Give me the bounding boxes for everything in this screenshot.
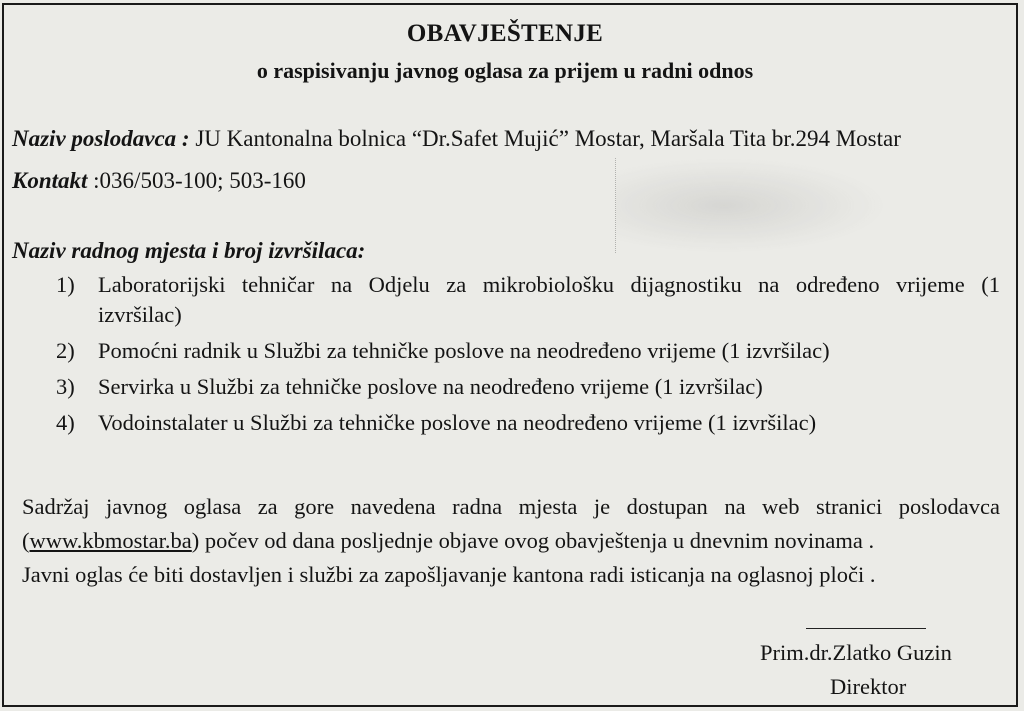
list-item-number: 1) (56, 272, 75, 297)
contact-row (12, 168, 306, 194)
positions-list (0, 270, 1010, 444)
signatory-title: Direktor (830, 674, 907, 699)
body-line-1: Sadržaj javnog oglasa za gore navedena radna mjesta je dostupan na web stranici poslodavca (22, 494, 1000, 519)
url-open-paren: ( (22, 528, 30, 553)
list-item-text: Laboratorijski tehničar na Odjelu za mikrobiološku dijagnostiku na određeno vrijeme (1 izvršilac) (98, 272, 1000, 327)
list-item (0, 336, 1010, 366)
body-paragraph (22, 490, 1000, 592)
list-item-number: 4) (56, 410, 75, 435)
list-item-number: 2) (56, 338, 75, 363)
body-line-2 (22, 524, 1000, 558)
notice-title: OBAVJEŠTENJE (406, 20, 604, 47)
body-line-3: Javni oglas će biti dostavljen i službi za zapošljavanje kantona radi isticanja na oglasnoj ploči . (22, 562, 876, 587)
employer-value: JU Kantonalna bolnica “Dr.Safet Mujić” Mostar, Maršala Tita br.294 Mostar (189, 126, 901, 151)
contact-label: Kontakt (12, 168, 88, 193)
contact-value: :036/503-100; 503-160 (87, 168, 306, 193)
list-item-text: Vodoinstalater u Službi za tehničke poslove na neodređeno vrijeme (1 izvršilac) (98, 410, 817, 435)
signature-line (806, 628, 926, 629)
list-item-number: 3) (56, 374, 75, 399)
signatory-name: Prim.dr.Zlatko Guzin (760, 640, 952, 665)
list-item (0, 270, 1010, 330)
website-link[interactable]: www.kbmostar.ba (29, 528, 192, 553)
body-line-2-rest: ) počev od dana posljednje objave ovog obavještenja u dnevnim novinama . (191, 528, 875, 553)
list-item-text: Servirka u Službi za tehničke poslove na neodređeno vrijeme (1 izvršilac) (98, 374, 763, 399)
faded-stamp-mark (615, 158, 886, 253)
list-item (0, 408, 1010, 438)
employer-label: Naziv poslodavca : (12, 126, 190, 151)
list-item-text: Pomoćni radnik u Službi za tehničke poslove na neodređeno vrijeme (1 izvršilac) (98, 338, 830, 363)
list-item (0, 372, 1010, 402)
notice-subtitle: o raspisivanju javnog oglasa za prijem u radni odnos (256, 58, 754, 83)
employer-row (12, 126, 901, 152)
positions-heading: Naziv radnog mjesta i broj izvršilaca: (12, 238, 366, 263)
